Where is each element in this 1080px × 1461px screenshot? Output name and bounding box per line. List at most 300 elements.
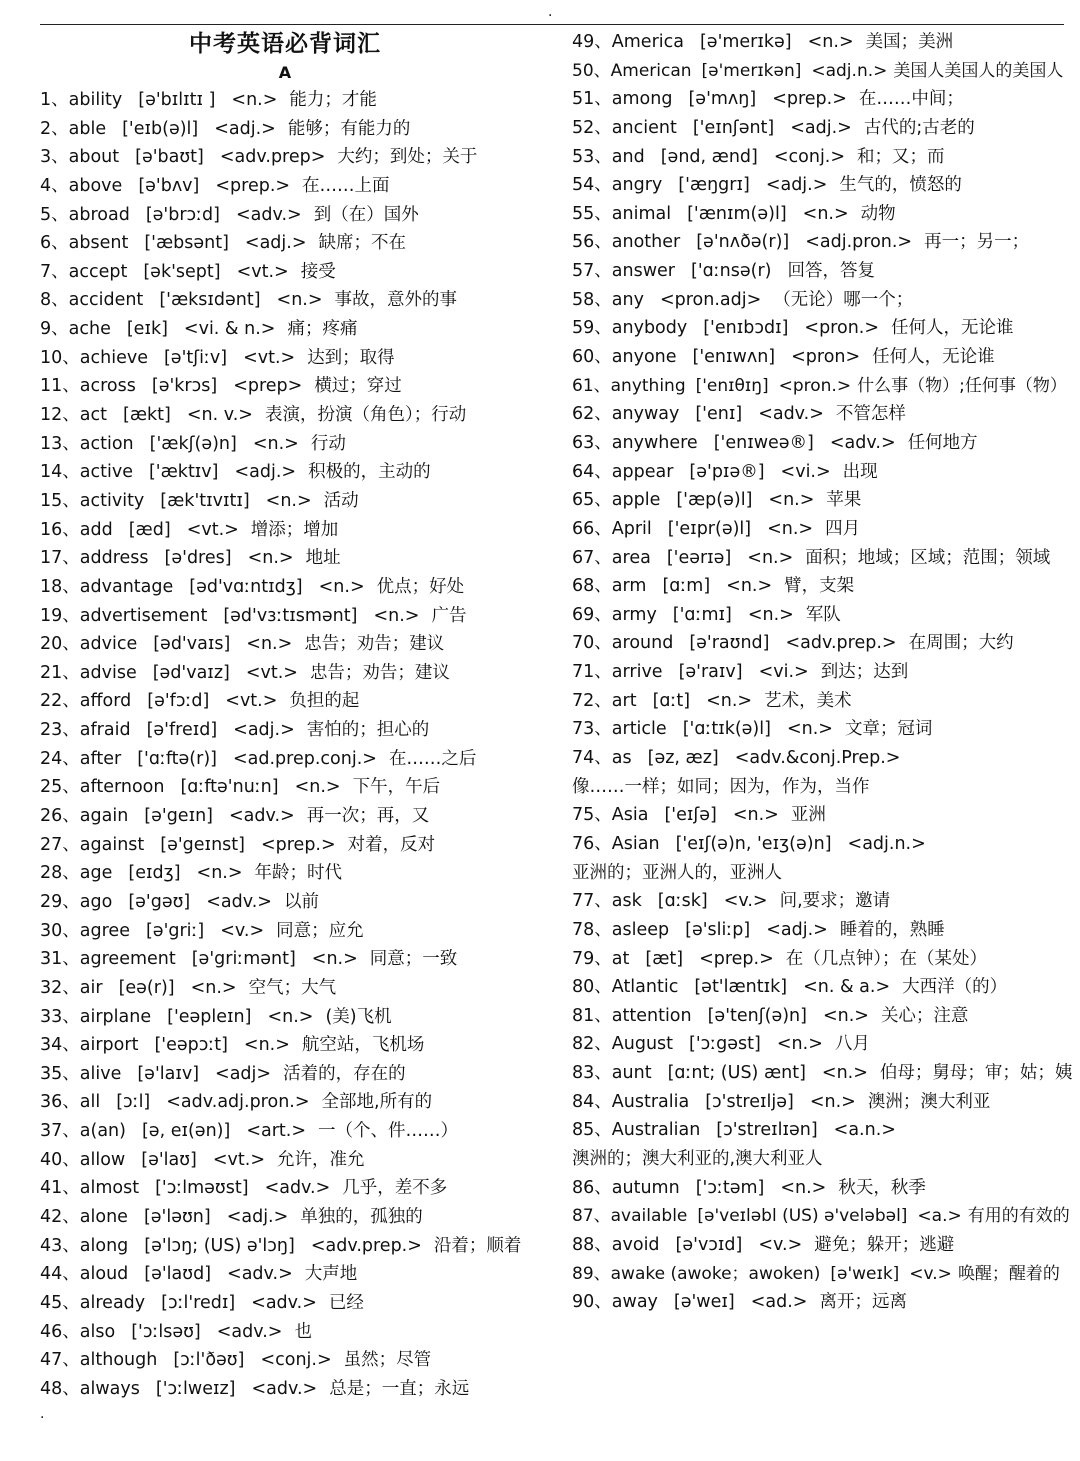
entry-meaning: 再一次；再，又 [306,806,430,827]
vocab-entry [40,974,560,1003]
entry-word: activity [79,490,145,511]
entry-part-of-speech: <adv.prep.> [785,633,897,654]
entry-part-of-speech: <vt.> [225,691,278,712]
entry-number: 46、 [40,1321,80,1342]
vocab-entry [40,143,560,172]
entry-meaning: 害怕的；担心的 [306,720,430,741]
entry-phonetic: ['æbsənt] [144,233,229,254]
entry-part-of-speech: <n.> [243,1035,290,1056]
entry-meaning: 地址 [305,548,341,569]
entry-number: 32、 [40,977,80,998]
entry-phonetic: ['eərɪə] [666,547,732,568]
entry-number: 24、 [40,748,80,769]
entry-number: 48、 [40,1378,80,1399]
entry-number: 12、 [40,405,80,426]
entry-part-of-speech: <adj.n.> [847,833,926,854]
entry-phonetic: [ɑːftə'nuːn] [180,777,279,798]
entry-phonetic: [ə'fɔːd] [147,691,210,712]
entry-number: 1、 [40,90,69,110]
vocab-entry [40,1346,560,1375]
entry-part-of-speech: <vt.> [212,1149,265,1170]
entry-word: aloud [79,1264,129,1285]
entry-number: 59、 [572,318,612,339]
vocab-entry [572,801,1072,830]
entry-phonetic: ['eɪpr(ə)l] [667,518,752,539]
entry-part-of-speech: <vt.> [186,519,239,540]
entry-number: 55、 [572,203,612,224]
vocab-entry [40,286,560,315]
entry-word: anyone [611,347,677,368]
entry-meaning: 活着的，存在的 [283,1063,406,1084]
entry-part-of-speech: <n.> [196,863,243,884]
vocab-entry [40,86,560,115]
entry-meaning: 忠告；劝告；建议 [309,662,450,683]
entry-word: available [610,1206,688,1227]
entry-word: autumn [611,1177,680,1198]
entry-part-of-speech: <adv.adj.pron.> [166,1092,310,1113]
entry-meaning: 文章；冠词 [844,719,933,740]
entry-phonetic: [ə'pɪə®] [689,461,765,482]
entry-phonetic: [ək'sept] [143,261,221,282]
entry-phonetic: [ə'laʊ] [141,1149,197,1170]
entry-part-of-speech: <adj.> [233,720,295,741]
entry-meaning: 已经 [328,1292,364,1313]
entry-part-of-speech: <n.> [190,977,237,998]
entry-word: address [79,548,149,569]
entry-number: 54、 [572,175,612,196]
entry-phonetic: [ə'veɪləbl (US) ə'veləbəl] [697,1206,908,1227]
entry-meaning: 痛；疼痛 [287,319,358,340]
entry-meaning: 苹果 [826,490,862,511]
entry-word: anybody [611,318,688,339]
vocab-entry [572,1202,1072,1231]
entry-number: 6、 [40,233,69,254]
header-rule [40,24,1064,25]
entry-meaning: 任何地方 [907,432,978,453]
entry-phonetic: ['eɪʃə] [664,805,717,826]
entry-phonetic: ['æktɪv] [148,462,219,483]
entry-number: 86、 [572,1177,612,1198]
entry-meaning: 也 [294,1321,312,1342]
entry-number: 72、 [572,690,612,711]
entry-word: about [68,147,120,168]
entry-word: absent [68,233,129,254]
entry-number: 65、 [572,490,612,511]
entry-phonetic: [ɑːm] [662,576,711,597]
entry-phonetic: ['æŋgrɪ] [678,175,750,196]
entry-number: 5、 [40,204,69,225]
entry-phonetic: ['ɑːmɪ] [672,604,732,625]
entry-number: 8、 [40,290,69,311]
entry-word: American [610,60,692,81]
entry-part-of-speech: <adv.> [264,1178,331,1199]
entry-number: 49、 [572,32,612,52]
entry-meaning: 生气的，愤怒的 [839,175,962,196]
vocab-entry [40,773,560,802]
vocab-entry [40,687,560,716]
entry-number: 52、 [572,117,612,138]
entry-phonetic: [ə'brɔːd] [145,204,220,225]
entry-word: at [611,948,630,969]
entry-number: 63、 [572,432,612,453]
entry-phonetic: ['ɔːgəst] [689,1034,761,1055]
entry-number: 58、 [572,289,612,310]
entry-part-of-speech: <n.> [318,576,365,597]
entry-part-of-speech: <n.> [768,490,815,511]
entry-number: 62、 [572,404,612,425]
vocab-entry [572,715,1072,744]
entry-number: 42、 [40,1206,80,1227]
vocab-entry [572,544,1072,573]
entry-word: afraid [79,720,131,741]
entry-meaning: 沿着；顺着 [433,1235,522,1256]
entry-phonetic: [ə'geɪnst] [160,834,245,855]
entry-number: 50、 [572,60,611,81]
entry-part-of-speech: <n.> [276,290,323,311]
entry-part-of-speech: <n.> [802,203,849,224]
entry-meaning: 同意；应允 [276,920,364,941]
entry-part-of-speech: <n.> [252,433,299,454]
vocab-entry [40,1260,560,1289]
entry-phonetic: ['enɪ] [695,404,743,425]
vocab-entry [40,1203,560,1232]
entry-phonetic: [ənd, ænd] [660,146,758,167]
vocab-entry [572,114,1072,143]
entry-word: along [79,1235,129,1256]
entry-meaning: （无论）哪一个； [773,289,914,310]
entry-word: around [611,633,674,654]
vocab-entry [40,229,560,258]
vocab-entry [40,1031,560,1060]
entry-part-of-speech: <adv.> [758,404,824,425]
entry-number: 33、 [40,1006,80,1027]
entry-phonetic: [eɪdʒ] [128,863,181,884]
entry-word: alive [79,1063,122,1084]
entry-part-of-speech: <a.n.> [833,1120,896,1141]
entry-part-of-speech: <adv.> [235,204,302,225]
entry-phonetic: [ə, eɪ(ən)] [141,1121,231,1142]
entry-continuation: 澳洲的；澳大利亚的,澳大利亚人 [572,1148,823,1169]
entry-phonetic: [ə'merɪkən] [701,60,802,81]
entry-word: advice [79,634,138,655]
entry-phonetic: [ɔ'streɪljə] [705,1091,794,1112]
entry-word: achieve [79,347,148,368]
entry-meaning: 唤醒；醒着的 [957,1263,1060,1284]
vocab-entry [572,228,1072,257]
entry-word: above [68,175,123,196]
entry-meaning: 能力；才能 [289,90,377,110]
entry-part-of-speech: <vi. & n.> [183,319,276,340]
entry-word: after [79,748,122,769]
vocab-entry [40,802,560,831]
entry-word: aunt [611,1063,652,1084]
vocab-entry [40,1117,560,1146]
vocab-entry [40,544,560,573]
entry-word: action [79,433,134,454]
entry-word: Australian [611,1120,701,1141]
entry-word: also [79,1321,116,1342]
entry-meaning: (美)飞机 [325,1006,392,1027]
vocab-entry [40,917,560,946]
entry-phonetic: [ə'laʊd] [144,1264,212,1285]
vocab-entry [40,372,560,401]
entry-word: ache [68,319,111,340]
entry-word: airplane [79,1006,152,1027]
entry-part-of-speech: <v.> [909,1263,952,1284]
entry-number: 36、 [40,1092,80,1113]
entry-phonetic: [ə'griːmənt] [191,949,296,970]
entry-number: 51、 [572,89,612,110]
entry-word: against [79,834,145,855]
entry-meaning: 出现 [842,461,878,482]
entry-meaning: 负担的起 [289,691,360,712]
entry-number: 74、 [572,748,612,769]
entry-part-of-speech: <adv.> [206,891,272,912]
entry-number: 73、 [572,719,612,740]
entry-phonetic: [əd'vɜːtɪsmənt] [223,605,358,626]
entry-number: 56、 [572,232,612,253]
entry-part-of-speech: <n.> [732,805,779,826]
entry-phonetic: ['æksɪdənt] [159,290,261,311]
entry-part-of-speech: <prep> [233,376,303,397]
entry-word: Australia [611,1091,690,1112]
entry-number: 11、 [40,376,80,397]
entry-phonetic: [ə'bɪlɪtɪ ] [138,90,216,110]
vocab-entry [572,200,1072,229]
vocab-entry [572,1231,1072,1260]
vocab-entry [572,85,1072,114]
entry-meaning: 任何人，无论谁 [872,347,995,368]
entry-meaning: 同意；一致 [369,949,458,970]
entry-phonetic: [ə'krɔs] [151,376,218,397]
entry-number: 69、 [572,604,612,625]
entry-meaning: 什么事（物）;任何事（物） [857,375,1067,396]
entry-meaning: 动物 [860,203,896,224]
vocab-entry [572,372,1072,401]
entry-number: 84、 [572,1091,612,1112]
vocab-entry [572,658,1072,687]
entry-word: arm [611,576,647,597]
vocab-entry [572,1116,1072,1145]
vocab-entry [572,57,1072,86]
vocab-entry [40,172,560,201]
entry-part-of-speech: <adj.> [765,175,828,196]
vocab-entry [572,973,1072,1002]
entry-number: 41、 [40,1178,80,1199]
entry-word: animal [611,203,672,224]
entry-word: always [79,1378,140,1399]
entry-part-of-speech: <pron.> [778,375,852,396]
vocab-entry [572,28,1072,57]
entry-word: appear [611,461,674,482]
entry-phonetic: [ɔːl'redɪ] [161,1292,236,1313]
entry-number: 85、 [572,1120,612,1141]
vocab-entry [40,458,560,487]
page-title: 中考英语必背词汇 [189,30,381,57]
entry-phonetic: [ə'nʌðə(r)] [696,232,790,253]
entry-number: 21、 [40,662,80,683]
entry-meaning: 以前 [283,891,319,912]
vocab-entry [40,516,560,545]
entry-number: 7、 [40,261,69,282]
entry-word: a(an) [79,1121,126,1142]
entry-word: ask [611,891,642,912]
entry-phonetic: ['eɪnʃənt] [692,117,775,138]
entry-word: anywhere [611,432,698,453]
entry-phonetic: [ə'ləʊn] [143,1206,211,1227]
entry-meaning: 表演，扮演（角色）；行动 [264,405,467,426]
entry-phonetic: [əd'vaɪz] [152,662,230,683]
entry-phonetic: [ə'gəʊ] [128,891,191,912]
entry-phonetic: ['ænɪm(ə)l] [687,203,787,224]
entry-part-of-speech: <n.> [726,576,773,597]
entry-meaning: 大声地 [304,1264,358,1285]
vocab-entry [40,201,560,230]
entry-phonetic: [ə'raʊnd] [689,633,770,654]
entry-meaning: 横过；穿过 [314,376,402,397]
entry-phonetic: [ə'sliːp] [685,919,751,940]
entry-number: 53、 [572,146,612,167]
entry-number: 3、 [40,147,69,168]
entry-word: as [611,748,632,769]
vocab-entry [572,486,1072,515]
vocab-entry [572,257,1072,286]
entry-part-of-speech: <art.> [246,1121,306,1142]
entry-phonetic: [ɔːl'ðəʊ] [173,1350,245,1371]
entry-phonetic: [æd] [128,519,171,540]
entry-meaning: 不管怎样 [835,404,906,425]
entry-word: art [611,690,637,711]
entry-meaning: 能够；有能力的 [287,118,411,139]
entry-word: Asian [611,833,660,854]
entry-part-of-speech: <n.> [767,518,814,539]
entry-phonetic: [əd'vɑːntɪdʒ] [189,576,303,597]
entry-part-of-speech: <n.> [809,1091,856,1112]
entry-number: 37、 [40,1121,80,1142]
entry-number: 83、 [572,1063,612,1084]
entry-word: able [68,118,107,139]
entry-meaning: 艺术，美术 [764,690,852,711]
vocab-entry [572,744,1072,773]
vocab-entry [572,830,1072,859]
vocab-entry [40,888,560,917]
entry-phonetic: [ə'merɪkə] [699,32,792,52]
entry-word: Atlantic [611,977,679,998]
entry-number: 89、 [572,1263,611,1284]
entry-number: 14、 [40,462,80,483]
entry-phonetic: ['enɪθɪŋ] [695,375,769,396]
entry-meaning: 大西洋（的） [902,977,1008,998]
entry-part-of-speech: <adj.> [226,1206,289,1227]
entry-phonetic: [eɪk] [126,319,168,340]
entry-word: agreement [79,949,176,970]
entry-part-of-speech: <v.> [723,891,768,912]
entry-number: 18、 [40,576,80,597]
entry-number: 35、 [40,1063,80,1084]
entry-part-of-speech: <n.> [807,32,854,52]
entry-meaning: 和；又；而 [857,146,945,167]
entry-meaning: 八月 [834,1034,870,1055]
vocab-entry [572,629,1072,658]
entry-word: away [611,1292,658,1313]
entry-word: advertisement [79,605,208,626]
entry-word: accept [68,261,128,282]
entry-part-of-speech: <adv.> [229,806,295,827]
vocab-entry [572,572,1072,601]
entry-meaning: 任何人，无论谁 [891,318,1014,339]
entry-phonetic: [ə'lɔŋ; (US) ə'lɔŋ] [144,1235,295,1256]
entry-part-of-speech: <pron.adj> [659,289,762,310]
entry-word: air [79,977,103,998]
entry-meaning: 军队 [805,604,841,625]
entry-meaning: 关心；注意 [880,1005,969,1026]
entry-meaning: 在……之后 [388,748,477,769]
entry-number: 57、 [572,261,612,282]
entry-word: area [611,547,651,568]
entry-word: afternoon [79,777,165,798]
entry-number: 29、 [40,891,80,912]
vocab-entry [572,601,1072,630]
entry-part-of-speech: <pron> [791,347,861,368]
entry-part-of-speech: <adj.> [244,233,307,254]
entry-meaning: 忠告；劝告；建议 [304,634,445,655]
entry-number: 47、 [40,1350,80,1371]
section-letter: A [278,63,292,82]
entry-number: 78、 [572,919,612,940]
entry-word: Asia [611,805,649,826]
entry-phonetic: [ə'vɔɪd] [675,1234,743,1255]
entry-part-of-speech: <n.> [821,1063,868,1084]
vocab-entry [40,487,560,516]
entry-number: 67、 [572,547,612,568]
entry-word: active [79,462,133,483]
entry-number: 17、 [40,548,80,569]
entry-number: 76、 [572,833,612,854]
entry-continuation: 像……一样；如同；因为，作为，当作 [572,776,870,797]
entry-word: advantage [79,576,174,597]
entry-number: 66、 [572,518,612,539]
entry-part-of-speech: <n.> [706,690,753,711]
vocab-entry [572,1288,1072,1317]
entry-part-of-speech: <n.> [294,777,341,798]
entry-part-of-speech: <n.> [780,1177,827,1198]
entry-part-of-speech: <prep.> [699,948,774,969]
entry-meaning: 在（几点钟）；在（某处） [785,948,988,969]
entry-number: 13、 [40,433,80,454]
entry-word: another [611,232,681,253]
entry-word: all [79,1092,101,1113]
vocab-entry [572,887,1072,916]
entry-phonetic: [ə'raɪv] [678,662,743,683]
vocab-entry [40,315,560,344]
entry-meaning: 对着，反对 [347,834,436,855]
entry-part-of-speech: <adj.n.> [811,60,888,81]
vocab-entry [572,687,1072,716]
entry-number: 16、 [40,519,80,540]
vocab-entry [572,1059,1072,1088]
entry-phonetic: [ɑːnt; (US) ænt] [667,1063,806,1084]
entry-part-of-speech: <n.> [267,1006,314,1027]
entry-word: angry [611,175,663,196]
vocab-entry [40,945,560,974]
entry-part-of-speech: <adv.prep> [219,147,326,168]
entry-number: 31、 [40,949,80,970]
entry-part-of-speech: <adv.> [829,432,896,453]
entry-meaning: 全部地,所有的 [321,1092,433,1113]
entry-phonetic: [ə'weɪ] [673,1292,735,1313]
vocab-entry [40,401,560,430]
vocab-entry [40,831,560,860]
